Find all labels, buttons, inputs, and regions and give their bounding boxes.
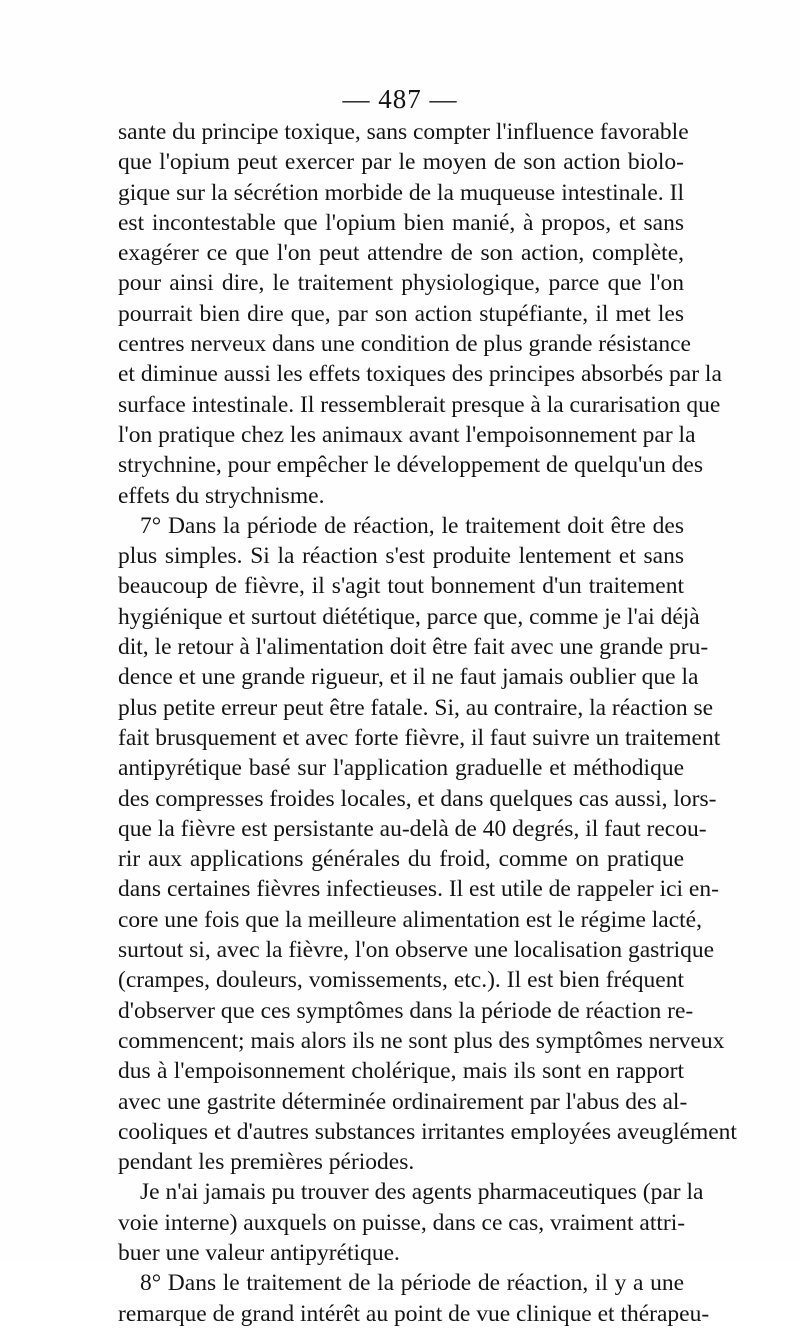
text-line: centres nerveux dans une condition de plus grande résistance [118,331,691,358]
text-line: remarque de grand intérêt au point de vue clinique et thérapeu- [118,1300,710,1327]
text-line: 7° Dans la période de réaction, le traitement doit être des [140,512,684,539]
text-line: 8° Dans le traitement de la période de réaction, il y a une [140,1270,684,1297]
text-line: (crampes, douleurs, vomissements, etc.). Il est bien fréquent [118,967,684,994]
text-line: des compresses froides locales, et dans quelques cas aussi, lors- [118,785,717,812]
text-line: antipyrétique basé sur l'application graduelle et méthodique [118,755,684,782]
text-line: fait brusquement et avec forte fièvre, il faut suivre un traitement [118,724,721,751]
paragraph [118,117,722,511]
text-line: dans certaines fièvres infectieuses. Il est utile de rappeler ici en- [118,876,719,903]
text-line: que l'opium peut exercer par le moyen de son action biolo- [118,149,684,176]
text-line: et diminue aussi les effets toxiques des principes absorbés par la [118,361,722,388]
text-line: avec une gastrite déterminée ordinairement par l'abus des al- [118,1088,688,1115]
text-line: pendant les premières périodes. [118,1149,415,1176]
text-line: dit, le retour à l'alimentation doit être fait avec une grande pru- [118,634,709,661]
body-text [118,117,737,1329]
text-line: effets du strychnisme. [118,482,325,509]
paragraph [118,511,737,1178]
text-line: plus simples. Si la réaction s'est produite lentement et sans [118,543,684,570]
text-line: est incontestable que l'opium bien manié, à propos, et sans [118,209,684,236]
text-line: Je n'ai jamais pu trouver des agents pharmaceutiques (par la [140,1179,704,1206]
paragraph [118,1177,704,1268]
text-line: voie interne) auxquels on puisse, dans ce cas, vraiment attri- [118,1209,686,1236]
text-line: commencent; mais alors ils ne sont plus des symptômes nerveux [118,1027,725,1054]
text-line: plus petite erreur peut être fatale. Si, au contraire, la réaction se [118,694,714,721]
text-line: hygiénique et surtout diététique, parce que, comme je l'ai déjà [118,603,700,630]
text-line: core une fois que la meilleure alimentation est le régime lacté, [118,906,702,933]
text-line: l'on pratique chez les animaux avant l'empoisonnement par la [118,421,696,448]
text-line: pour ainsi dire, le traitement physiologique, parce que l'on [118,270,684,297]
text-line: sante du principe toxique, sans compter l'influence favorable [118,119,689,145]
page-number: — 487 — [342,84,458,114]
text-line: surtout si, avec la fièvre, l'on observe une localisation gastrique [118,937,715,964]
text-line: surface intestinale. Il ressemblerait presque à la curarisation que [118,391,721,418]
text-line: que la fièvre est persistante au-delà de 40 degrés, il faut recou- [118,815,707,842]
text-line: d'observer que ces symptômes dans la période de réaction re- [118,997,694,1024]
text-line: gique sur la sécrétion morbide de la muqueuse intestinale. Il [118,179,684,206]
text-line: cooliques et d'autres substances irritantes employées aveuglément [118,1118,737,1145]
text-line: rir aux applications générales du froid, comme on pratique [118,846,684,873]
text-line: exagérer ce que l'on peut attendre de son action, complète, [118,240,684,267]
text-line: buer une valeur antipyrétique. [118,1239,400,1266]
paragraph [118,1268,710,1329]
text-line: pourrait bien dire que, par son action stupéfiante, il met les [118,300,684,327]
text-line: dence et une grande rigueur, et il ne faut jamais oublier que la [118,664,699,691]
text-line: beaucoup de fièvre, il s'agit tout bonnement d'un traitement [118,573,684,600]
text-line: strychnine, pour empêcher le développement de quelqu'un des [118,452,704,479]
text-line: dus à l'empoisonnement cholérique, mais ils sont en rapport [118,1058,684,1085]
